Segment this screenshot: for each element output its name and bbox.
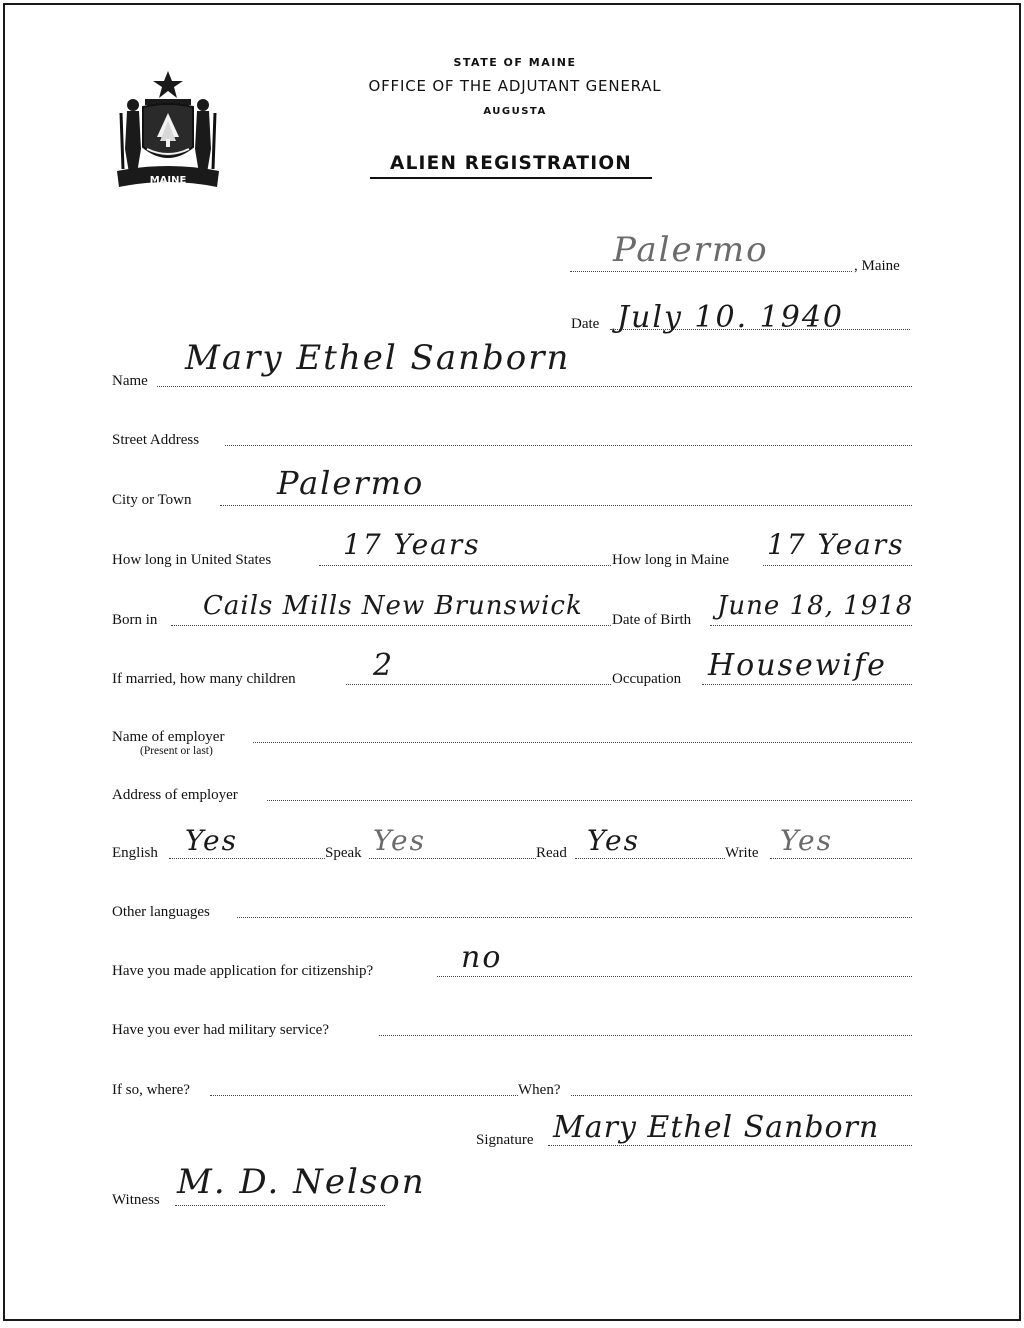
date-value[interactable]: July 10. 1940 [617,300,845,335]
other-languages-line [237,917,912,918]
office-heading: OFFICE OF THE ADJUTANT GENERAL [368,77,662,95]
read-label: Read [536,845,567,861]
date-of-birth-value[interactable]: June 18, 1918 [717,591,914,621]
speak-label: Speak [325,845,362,861]
speak-line [369,858,536,859]
name-value[interactable]: Mary Ethel Sanborn [185,338,571,378]
city-or-town-label: City or Town [112,492,192,508]
signature-label: Signature [476,1132,534,1148]
occupation-line [702,684,912,685]
seal-text: MAINE [149,175,187,186]
read-value[interactable]: Yes [587,824,640,857]
street-address-label: Street Address [112,432,200,448]
employer-address-label: Address of employer [112,787,238,803]
signature-line [548,1145,912,1146]
when-line [571,1095,912,1096]
how-long-us-value[interactable]: 17 Years [343,528,481,561]
how-long-maine-label: How long in Maine [612,552,730,568]
english-label: English [112,845,158,861]
write-label: Write [725,845,759,861]
name-label: Name [112,373,148,389]
military-line [379,1035,912,1036]
other-languages-label: Other languages [112,904,210,920]
city-or-town-line [220,505,912,506]
employer-name-label: Name of employer [112,729,225,745]
how-long-us-label: How long in United States [112,552,272,568]
citizenship-value[interactable]: no [461,940,503,975]
children-label: If married, how many children [112,671,296,687]
write-value[interactable]: Yes [780,824,833,857]
children-value[interactable]: 2 [373,648,395,683]
registration-form [3,3,1021,1321]
born-in-value[interactable]: Cails Mills New Brunswick [203,591,583,621]
where-line [210,1095,518,1096]
maine-state-seal-icon [113,69,223,191]
witness-line [175,1205,385,1206]
where-label: If so, where? [112,1082,190,1098]
place-label: , Maine [854,258,900,274]
city-heading: AUGUSTA [483,106,547,117]
write-line [770,858,912,859]
citizenship-label: Have you made application for citizenship? [112,963,374,979]
city-or-town-value[interactable]: Palermo [277,464,425,502]
speak-value[interactable]: Yes [373,824,426,857]
witness-value[interactable]: M. D. Nelson [177,1162,426,1202]
occupation-value[interactable]: Housewife [708,648,887,683]
employer-name-sublabel: (Present or last) [140,745,213,757]
occupation-label: Occupation [612,671,682,687]
date-of-birth-line [710,625,912,626]
how-long-maine-value[interactable]: 17 Years [767,528,905,561]
witness-label: Witness [112,1192,160,1208]
how-long-us-line [319,565,611,566]
when-label: When? [518,1082,561,1098]
street-address-line [225,445,912,446]
signature-value[interactable]: Mary Ethel Sanborn [553,1110,880,1145]
children-line [346,684,611,685]
employer-name-line [253,742,912,743]
born-in-line [171,625,611,626]
form-title: ALIEN REGISTRATION [370,153,652,179]
date-of-birth-label: Date of Birth [612,612,692,628]
read-line [575,858,725,859]
date-label: Date [571,316,600,332]
place-line [570,271,852,272]
english-line [169,858,325,859]
english-value[interactable]: Yes [185,824,238,857]
how-long-maine-line [763,565,912,566]
born-in-label: Born in [112,612,158,628]
employer-address-line [267,800,912,801]
state-heading: STATE OF MAINE [453,56,577,69]
citizenship-line [437,976,912,977]
military-label: Have you ever had military service? [112,1022,329,1038]
name-line [157,386,912,387]
place-value[interactable]: Palermo [613,230,769,270]
